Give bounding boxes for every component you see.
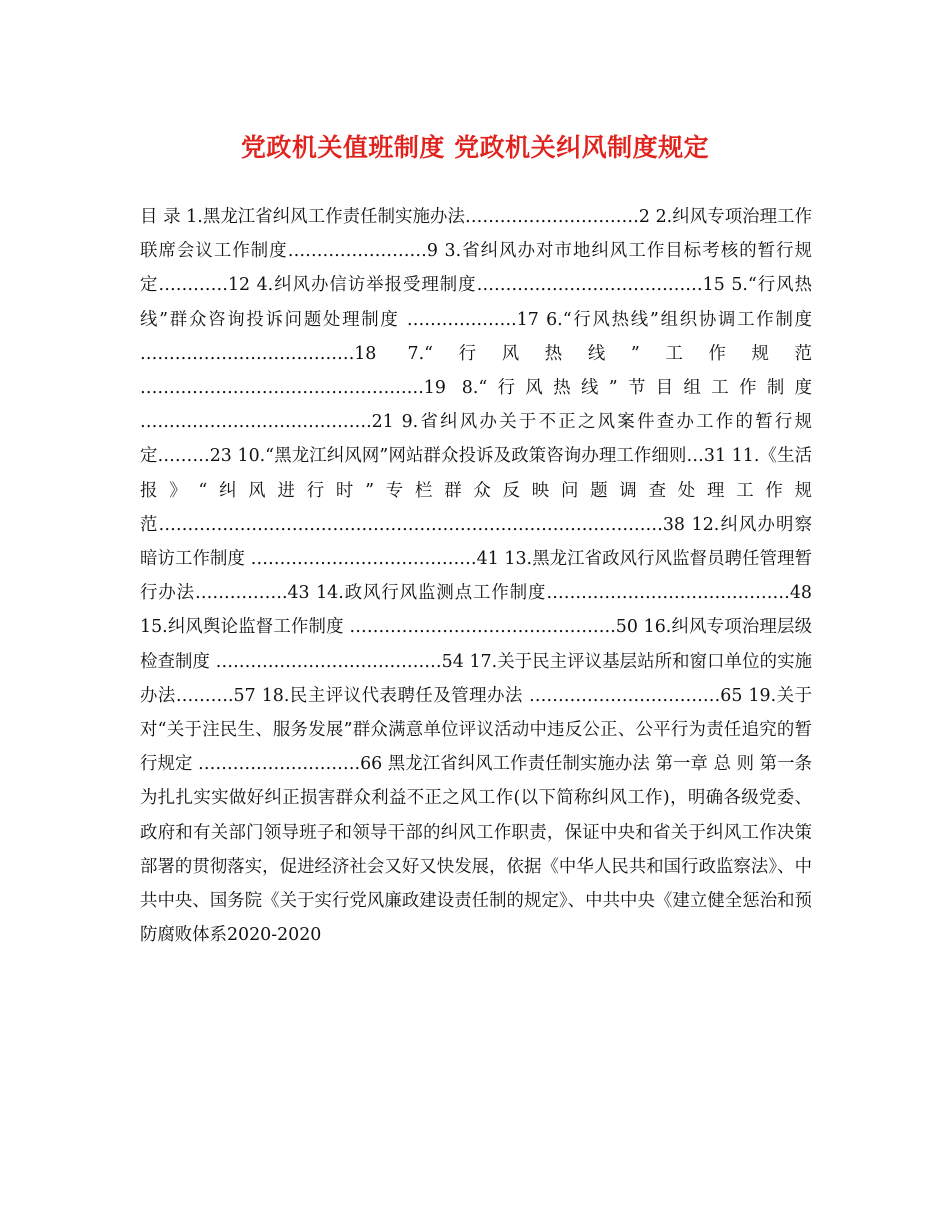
document-title: 党政机关值班制度 党政机关纠风制度规定 — [240, 133, 710, 162]
document-body: 目 录 1.黑龙江省纠风工作责任制实施办法…………………………2 2.纠风专项治理工作联席会议工作制度……………………9 3.省纠风办对市地纠风工作目标考核的暂行规定…………12 4.纠风办信访举报受理制度…………………………………15 5.“行风热线”群众咨询投诉问题处理制度 ……………….17 6.“行风热线”组织协调工作制度 ……………………………….18 7.“行风热线”工作规范 ………………………………………….19 8.“行风热线”节目组工作制度 ………………………………….21 9.省纠风办关于不正之风案件查办工作的暂行规定………23 10.“黑龙江纠风网”网站群众投诉及政策咨询办理工作细则…31 11.《生活报》“纠风进行时”专栏群众反映问题调查处理工作规范……………………………………………………………………………38 12.纠风办明察暗访工作制度 …………………………………41 13.黑龙江省政风行风监督员聘任管理暂行办法…………….43 14.政风行风监测点工作制度……………………………………48 15.纠风舆论监督工作制度 ……………………………………….50 16.纠风专项治理层级检查制度 …………………………………54 17.关于民主评议基层站所和窗口单位的实施办法……….57 18.民主评议代表聘任及管理办法 ……………………………65 19.关于对“关于注民生、服务发展”群众满意单位评议活动中违反公正、公平行为责任追究的暂行规定 ……………………….66 黑龙江省纠风工作责任制实施办法 第一章 总 则 第一条 为扎扎实实做好纠正损害群众利益不正之风工作(以下简称纠风工作)，明确各级党委、政府和有关部门领导班子和领导干部的纠风工作职责，保证中央和省关于纠风工作决策部署的贯彻落实，促进经济社会又好又快发展，依据《中华人民共和国行政监察法》、中共中央、国务院《关于实行党风廉政建设责任制的规定》、中共中央《建立健全惩治和预防腐败体系2020-2020 — [140, 207, 812, 946]
